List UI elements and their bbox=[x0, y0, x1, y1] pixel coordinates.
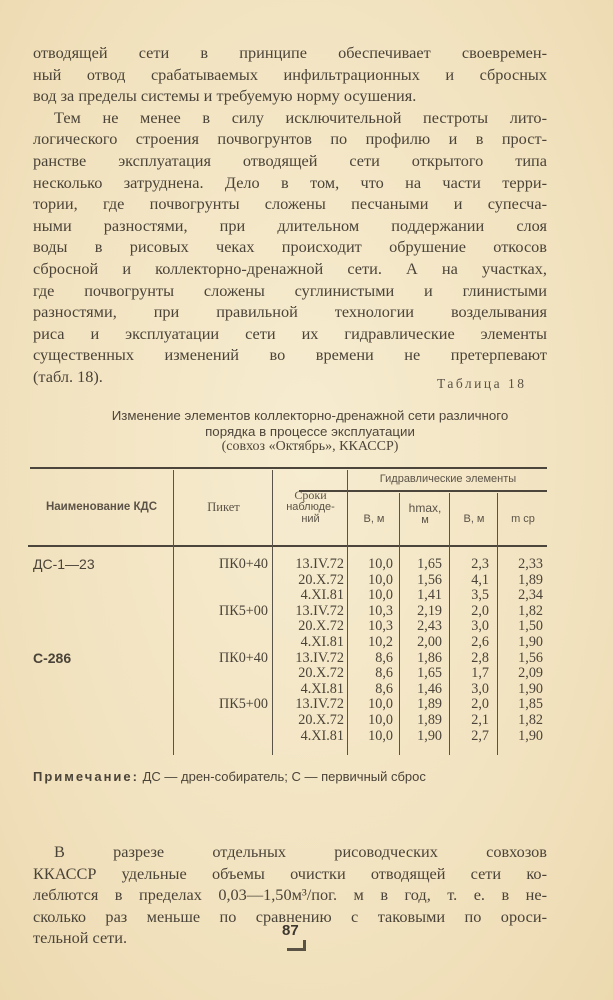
cell-hmax: 1,89 bbox=[417, 712, 442, 728]
cell-b2: 3,5 bbox=[471, 587, 489, 604]
cell-b2: 4,1 bbox=[471, 571, 489, 588]
cell-b2: 2,0 bbox=[471, 602, 489, 619]
cell-m: 2,34 bbox=[518, 587, 543, 604]
header-picket: Пикет bbox=[207, 500, 240, 514]
note-label: Примечание: bbox=[33, 769, 139, 784]
text-line: ный отвод срабатываемых инфильтрационных и сбросных bbox=[33, 64, 547, 84]
text-line: разностями, при правильной технологии возделывания bbox=[33, 302, 547, 322]
cell-m: 1,90 bbox=[518, 727, 543, 744]
cell-b2: 2,6 bbox=[471, 634, 489, 650]
table-top-rule bbox=[30, 467, 547, 469]
cell-m: 2,09 bbox=[518, 665, 543, 682]
cell-name: С-286 bbox=[33, 649, 72, 666]
cell-hmax: 1,41 bbox=[417, 587, 442, 604]
cell-hmax: 1,90 bbox=[417, 727, 442, 744]
cell-date: 20.X.72 bbox=[298, 665, 344, 682]
text-line: ными разностями, при длительном поддержании слоя bbox=[33, 215, 547, 235]
cell-date: 4.XI.81 bbox=[300, 727, 344, 744]
cell-hmax: 1,86 bbox=[417, 649, 442, 666]
cell-b1: 10,0 bbox=[368, 696, 393, 713]
cell-b2: 2,3 bbox=[471, 556, 489, 572]
header-dates: Сроки наблюде- ний bbox=[286, 488, 335, 525]
text-line: леблются в пределах 0,03—1,50м³/пог. м в год, т. е. в не- bbox=[33, 885, 547, 905]
cell-hmax: 2,43 bbox=[417, 618, 442, 635]
cell-b2: 2,7 bbox=[471, 727, 489, 744]
cell-b1: 10,2 bbox=[368, 634, 393, 650]
cell-date: 20.X.72 bbox=[298, 712, 344, 728]
cell-m: 1,82 bbox=[518, 602, 543, 619]
header-hmax: hmax, м bbox=[408, 501, 442, 526]
text-line: тории, где почвогрунты сложены песчаными и супесча- bbox=[33, 194, 547, 214]
header-m: m ср bbox=[511, 513, 535, 525]
caption-line: порядка в процессе эксплуатации bbox=[205, 423, 415, 439]
cell-date: 20.X.72 bbox=[298, 571, 344, 588]
header-b1: В, м bbox=[363, 513, 385, 525]
cell-date: 13.IV.72 bbox=[295, 556, 344, 572]
cell-b1: 8,6 bbox=[375, 680, 393, 697]
cell-m: 1,90 bbox=[518, 680, 543, 697]
page-number: 87 bbox=[282, 922, 299, 939]
cell-m: 1,90 bbox=[518, 634, 543, 650]
cell-b1: 10,0 bbox=[368, 587, 393, 604]
text-line: воды в рисовых чеках происходит обрушение откосов bbox=[33, 237, 547, 257]
text-line: несколько затруднена. Дело в том, что на части терри- bbox=[33, 172, 547, 192]
caption-line: (совхоз «Октябрь», ККАССР) bbox=[221, 439, 399, 454]
cell-b2: 2,1 bbox=[471, 712, 489, 728]
cell-hmax: 1,65 bbox=[417, 665, 442, 682]
cell-date: 4.XI.81 bbox=[300, 634, 344, 650]
cell-b2: 3,0 bbox=[471, 680, 489, 697]
cell-name: ДС-1—23 bbox=[33, 556, 95, 572]
cell-m: 1,82 bbox=[518, 712, 543, 728]
text-line: ККАССР удельные объемы очистки отводящей сети ко- bbox=[33, 863, 547, 883]
cell-b2: 2,0 bbox=[471, 696, 489, 713]
cell-picket: ПК0+40 bbox=[219, 556, 268, 572]
cell-b1: 10,0 bbox=[368, 727, 393, 744]
cell-m: 1,50 bbox=[518, 618, 543, 635]
cell-m: 1,56 bbox=[518, 649, 543, 666]
text-line: ранстве эксплуатация отводящей сети открытого типа bbox=[33, 150, 547, 170]
cell-b1: 10,0 bbox=[368, 571, 393, 588]
caption-line: Изменение элементов коллекторно-дренажной сети различного bbox=[111, 408, 509, 423]
cell-date: 13.IV.72 bbox=[295, 696, 344, 713]
header-b2: В, м bbox=[463, 513, 485, 525]
table-caption bbox=[40, 408, 580, 455]
cell-b1: 10,3 bbox=[368, 618, 393, 635]
header-bottom-rule bbox=[28, 545, 547, 547]
text-line: логического строения почвогрунтов по профилю и в прост- bbox=[33, 129, 547, 149]
text-line: вод за пределы системы и требуемую норму осушения. bbox=[33, 86, 417, 106]
table-note bbox=[33, 769, 426, 784]
header-name: Наименование КДС bbox=[45, 501, 158, 513]
table-number: Таблица 18 bbox=[437, 376, 527, 391]
cell-hmax: 1,56 bbox=[417, 571, 442, 588]
cell-picket: ПК5+00 bbox=[219, 602, 268, 619]
cell-b1: 10,0 bbox=[368, 712, 393, 728]
cell-m: 1,85 bbox=[518, 696, 543, 713]
cell-b1: 10,0 bbox=[368, 556, 393, 572]
cell-b2: 1,7 bbox=[471, 665, 489, 682]
cell-b1: 8,6 bbox=[375, 649, 393, 666]
text-line: Тем не менее в силу исключительной пестроты лито- bbox=[54, 107, 547, 127]
text-line: сколько раз меньше по сравнению с таковыми по ороси- bbox=[33, 906, 547, 926]
text-line: В разрезе отдельных рисоводческих совхозов bbox=[54, 842, 547, 861]
print-mark-icon bbox=[287, 940, 306, 951]
note-text: ДС — дрен-собиратель; С — первичный сброс bbox=[138, 769, 426, 784]
cell-m: 2,33 bbox=[518, 556, 543, 572]
cell-hmax: 1,89 bbox=[417, 696, 442, 713]
cell-b2: 3,0 bbox=[471, 618, 489, 635]
text-line: тельной сети. bbox=[33, 928, 128, 948]
cell-hmax: 1,46 bbox=[417, 680, 442, 697]
header-hydraulic-group: Гидравлические элементы bbox=[379, 473, 517, 485]
cell-hmax: 2,19 bbox=[417, 602, 442, 619]
cell-date: 4.XI.81 bbox=[300, 587, 344, 604]
text-line: где почвогрунты сложены суглинистыми и глинистыми bbox=[33, 280, 547, 300]
cell-date: 20.X.72 bbox=[298, 618, 344, 635]
cell-picket: ПК0+40 bbox=[219, 649, 268, 666]
text-line: отводящей сети в принципе обеспечивает своевремен- bbox=[33, 43, 547, 62]
cell-b1: 10,3 bbox=[368, 602, 393, 619]
cell-date: 4.XI.81 bbox=[300, 680, 344, 697]
text-line: сбросной и коллекторно-дренажной сети. А на участках, bbox=[33, 258, 547, 278]
cell-hmax: 2,00 bbox=[417, 634, 442, 650]
cell-m: 1,89 bbox=[518, 571, 543, 588]
paragraph-1 bbox=[33, 42, 547, 388]
cell-picket: ПК5+00 bbox=[219, 696, 268, 713]
cell-date: 13.IV.72 bbox=[295, 649, 344, 666]
text-line: риса и эксплуатации сети их гидравлические элементы bbox=[33, 323, 547, 343]
cell-date: 13.IV.72 bbox=[295, 602, 344, 619]
cell-hmax: 1,65 bbox=[417, 556, 442, 572]
text-line: существенных изменений во времени не претерпевают bbox=[33, 345, 547, 365]
cell-b1: 8,6 bbox=[375, 665, 393, 682]
text-line: (табл. 18). bbox=[33, 366, 103, 386]
cell-b2: 2,8 bbox=[471, 649, 489, 666]
